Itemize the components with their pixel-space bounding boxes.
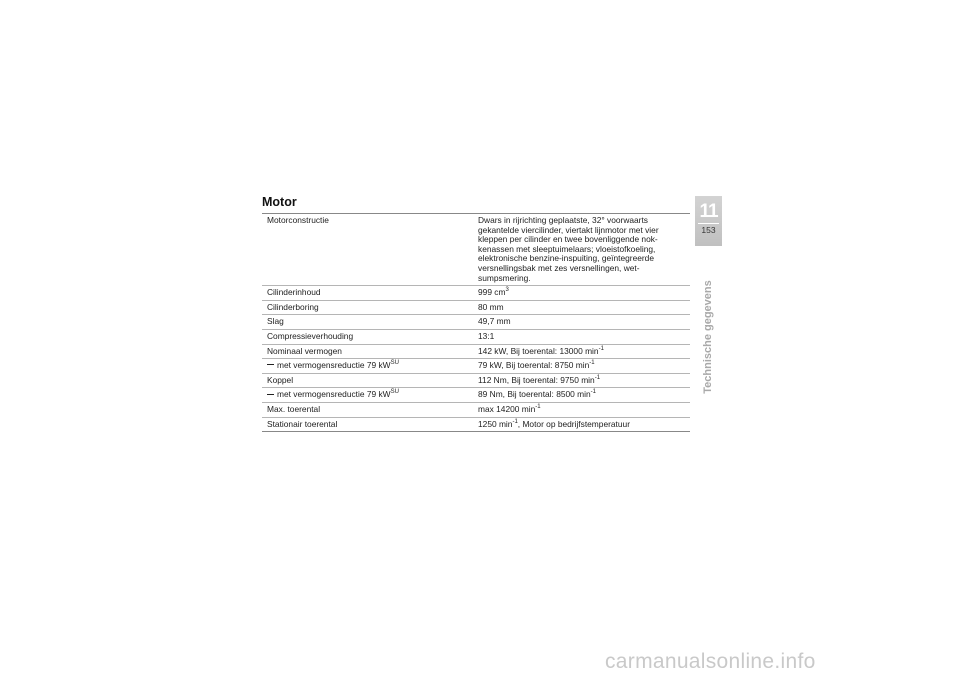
spec-row [262,214,690,286]
spec-value: 13:1 [478,330,495,341]
watermark: carmanualsonline.info [605,650,816,673]
spec-label: Koppel [267,374,294,385]
spec-value-superscript: -1 [598,345,604,352]
spec-value: 112 Nm, Bij toerental: 9750 min [478,374,595,385]
spec-label-cell [262,373,472,388]
chapter-number: 11 [699,201,718,222]
spec-row [262,315,690,330]
spec-value-cell [472,300,690,315]
spec-table [262,213,690,432]
spec-value-superscript: -1 [589,360,595,367]
spec-value-cell [472,359,690,374]
spec-row [262,286,690,301]
spec-value-cell [472,286,690,301]
spec-label-cell [262,402,472,417]
spec-value-cell [472,214,690,286]
spec-label-cell [262,214,472,286]
spec-label-cell [262,359,472,374]
spec-label: met vermogensreductie 79 kW [277,389,391,400]
spec-value: 89 Nm, Bij toerental: 8500 min [478,389,591,400]
spec-value-superscript: -1 [590,389,596,396]
dash-marker [267,364,274,365]
spec-value: 1250 min [478,418,513,429]
chapter-side-label: Technische gegevens [702,280,714,394]
spec-value-cell [472,417,690,432]
spec-label-cell [262,329,472,344]
spec-label-cell [262,388,472,403]
spec-label: Stationair toerental [267,418,338,429]
spec-row [262,329,690,344]
spec-value-superscript: -1 [594,374,601,381]
spec-value: max 14200 min [478,403,536,414]
page-number: 153 [701,225,716,235]
spec-label-cell [262,344,472,359]
spec-value-superscript: -1 [535,404,541,411]
spec-value-cell [472,402,690,417]
spec-label: Max. toerental [267,403,321,414]
spec-value-cell [472,388,690,403]
spec-label-superscript: SU [390,360,399,367]
spec-value-superscript: -1 [512,418,518,425]
spec-label: Compressieverhouding [267,330,354,341]
spec-value-cell [472,344,690,359]
spec-value-superscript: 3 [505,287,509,294]
spec-row [262,344,690,359]
spec-value: 999 cm [478,287,506,298]
spec-label-cell [262,286,472,301]
spec-row [262,417,690,432]
spec-value: 49,7 mm [478,316,511,327]
section-title: Motor [262,195,297,209]
spec-value: 80 mm [478,301,504,312]
spec-value-cell [472,315,690,330]
spec-value: 142 kW, Bij toerental: 13000 min [478,345,599,356]
spec-row [262,373,690,388]
spec-label: met vermogensreductie 79 kW [277,360,391,371]
spec-row [262,402,690,417]
spec-value-suffix: , Motor op bedrijfstemperatuur [517,418,630,429]
spec-label-cell [262,300,472,315]
spec-label-superscript: SU [390,389,399,396]
spec-label: Motorconstructie [267,215,329,225]
spec-row [262,388,690,403]
chapter-tab [695,196,722,246]
dash-marker [267,394,274,395]
spec-value-cell [472,373,690,388]
spec-label: Slag [267,316,284,327]
spec-value-cell [472,329,690,344]
spec-row [262,359,690,374]
spec-table-body [262,214,690,432]
spec-value: 79 kW, Bij toerental: 8750 min [478,360,590,371]
spec-row [262,300,690,315]
spec-label: Nominaal vermogen [267,345,342,356]
spec-label: Cilinderinhoud [267,287,321,298]
spec-value: Dwars in rijrichting geplaatste, 32° voorwaarts gekantelde viercilinder, viertakt lijnmotor met vier kleppen per cilinder en twee bovenliggende nok-kenassen met sleeptuimelaars; vloeistofkoeling, elektronische benzine-inspuiting, geïntegreerde versnellingsbak met zes versnellingen, wet-sumpsmering. [478,215,659,283]
spec-label: Cilinderboring [267,301,319,312]
spec-label-cell [262,315,472,330]
spec-label-cell [262,417,472,432]
